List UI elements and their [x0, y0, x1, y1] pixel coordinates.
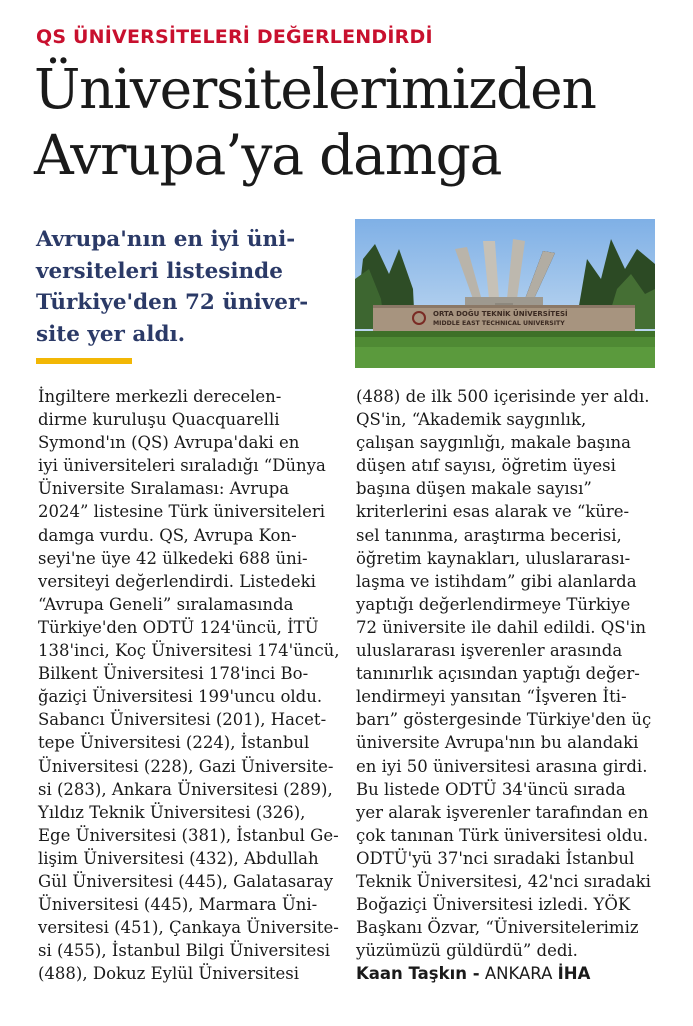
body-line: İngiltere merkezli derecelen-	[38, 387, 282, 406]
body-line: uluslararası işverenler arasında	[356, 641, 623, 661]
body-line: damga vurdu. QS, Avrupa Kon-	[38, 525, 297, 545]
body-line: iyi üniversiteleri sıraladığı “Dünya	[38, 456, 326, 476]
body-line: si (455), İstanbul Bilgi Üniversitesi	[38, 941, 331, 961]
body-line: si (283), Ankara Üniversitesi (289),	[38, 779, 333, 799]
body-line: Bilkent Üniversitesi 178'inci Bo-	[38, 664, 309, 684]
body-line: (488) de ilk 500 içerisinde yer aldı.	[356, 387, 650, 406]
summary-line: Türkiye'den 72 üniver-	[36, 290, 309, 315]
summary	[36, 224, 336, 350]
article-body-right	[356, 385, 666, 985]
body-line: 2024” listesine Türk üniversiteleri	[38, 502, 326, 522]
body-line: Yıldız Teknik Üniversitesi (326),	[38, 802, 306, 822]
body-line: seyi'ne üye 42 ülkedeki 688 üni-	[38, 548, 308, 568]
byline-agency: İHA	[557, 964, 591, 984]
body-line: Üniversitesi (228), Gazi Üniversite-	[38, 756, 334, 776]
body-line: lişim Üniversitesi (432), Abdullah	[38, 848, 319, 868]
body-line: Üniversite Sıralaması: Avrupa	[38, 479, 290, 499]
body-line: dirme kuruluşu Quacquarelli	[38, 410, 280, 430]
body-line: başına düşen makale sayısı”	[356, 479, 592, 499]
kicker: QS ÜNİVERSİTELERİ DEĞERLENDİRDİ	[36, 26, 433, 48]
body-line: tanınırlık açısından yaptığı değer-	[356, 664, 640, 684]
body-line: versitesi (451), Çankaya Üniversite-	[38, 918, 339, 938]
body-line: Symond'ın (QS) Avrupa'daki en	[38, 433, 300, 453]
accent-rule	[36, 358, 132, 364]
body-line: yer alarak işverenler tarafından en	[356, 802, 649, 822]
campus-photo	[355, 219, 655, 368]
summary-line: versiteleri listesinde	[36, 258, 283, 284]
body-line: Sabancı Üniversitesi (201), Hacet-	[38, 710, 327, 730]
body-line: yüzümüzü güldürdü” dedi.	[356, 941, 578, 961]
body-line: 138'inci, Koç Üniversitesi 174'üncü,	[38, 641, 340, 661]
body-line: Teknik Üniversitesi, 42'nci sıradaki	[356, 871, 651, 891]
body-line: yaptığı değerlendirmeye Türkiye	[356, 594, 631, 614]
body-line: Türkiye'den ODTÜ 124'üncü, İTÜ	[38, 617, 319, 637]
body-line: kriterlerini esas alarak ve “küre-	[356, 502, 630, 522]
body-line: Boğaziçi Üniversitesi izledi. YÖK	[356, 895, 631, 915]
body-line: laşma ve istihdam” gibi alanlarda	[356, 571, 637, 591]
byline-location: ANKARA	[484, 964, 553, 984]
body-line: tepe Üniversitesi (224), İstanbul	[38, 733, 310, 753]
body-line: çalışan saygınlığı, makale başına	[356, 433, 631, 453]
body-line: Üniversitesi (445), Marmara Üni-	[38, 895, 318, 915]
headline	[34, 56, 684, 188]
body-line: lendirmeyi yansıtan “İşveren İti-	[356, 687, 627, 707]
summary-line: site yer aldı.	[36, 321, 186, 347]
body-line: Bu listede ODTÜ 34'üncü sırada	[356, 779, 626, 799]
byline-author: Kaan Taşkın -	[356, 964, 480, 984]
body-line: Başkanı Özvar, “Üniversitelerimiz	[356, 918, 639, 938]
body-line: “Avrupa Geneli” sıralamasında	[38, 594, 294, 614]
body-line: üniversite Avrupa'nın bu alandaki	[356, 733, 639, 753]
summary-line: Avrupa'nın en iyi üni-	[36, 227, 296, 252]
body-line: Ege Üniversitesi (381), İstanbul Ge-	[38, 825, 339, 845]
body-line: barı” göstergesinde Türkiye'den üç	[356, 710, 652, 730]
body-line: ODTÜ'yü 37'nci sıradaki İstanbul	[356, 848, 635, 868]
body-line: çok tanınan Türk üniversitesi oldu.	[356, 825, 649, 845]
sign-line-2: MIDDLE EAST TECHNICAL UNIVERSITY	[433, 320, 565, 327]
body-line: versiteyi değerlendirdi. Listedeki	[38, 571, 316, 591]
article-body-left	[38, 385, 338, 985]
body-line: öğretim kaynakları, uluslararası-	[356, 548, 631, 568]
headline-line-1: Üniversitelerimizden	[34, 57, 596, 121]
body-line: 72 üniversite ile dahil edildi. QS'in	[356, 617, 646, 637]
body-line: düşen atıf sayısı, öğretim üyesi	[356, 456, 616, 476]
body-line: en iyi 50 üniversitesi arasına girdi.	[356, 756, 648, 776]
headline-line-2: Avrupa’ya damga	[34, 123, 502, 187]
byline	[356, 962, 666, 985]
body-line: (488), Dokuz Eylül Üniversitesi	[38, 964, 300, 984]
body-line: ğaziçi Üniversitesi 199'uncu oldu.	[38, 687, 323, 707]
body-line: sel tanınma, araştırma becerisi,	[356, 525, 622, 545]
sign-line-1: ORTA DOĞU TEKNİK ÜNİVERSİTESİ	[433, 310, 568, 318]
body-line: Gül Üniversitesi (445), Galatasaray	[38, 871, 334, 891]
body-line: QS'in, “Akademik saygınlık,	[356, 410, 587, 430]
